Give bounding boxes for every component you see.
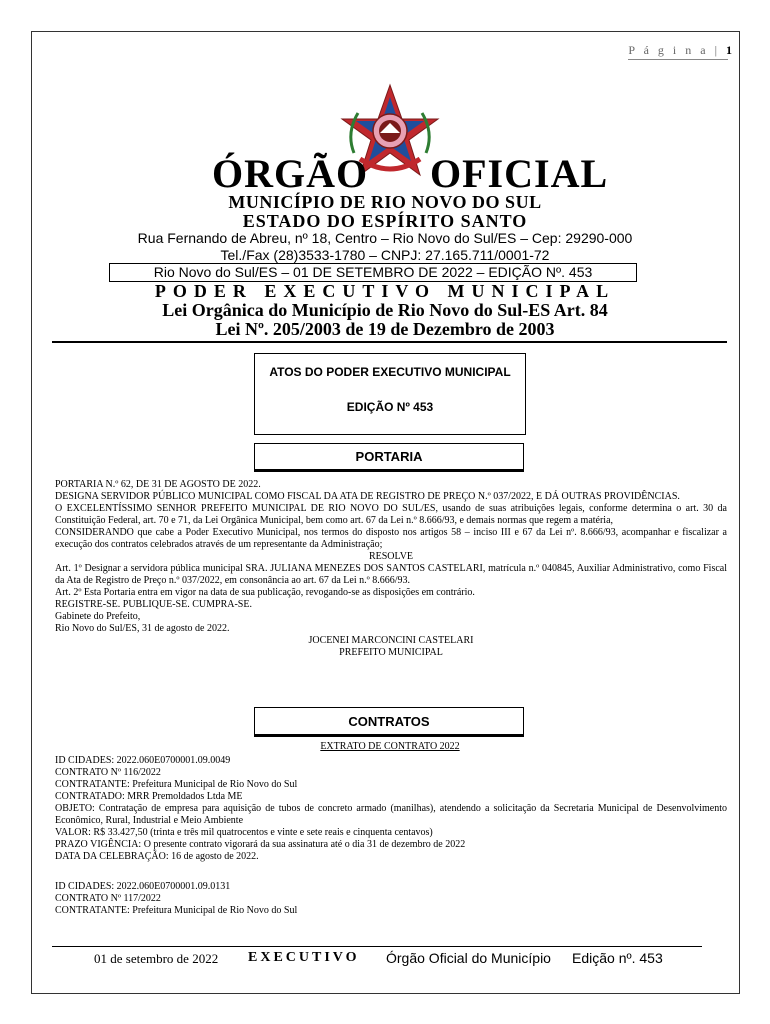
edition-box: Rio Novo do Sul/ES – 01 DE SETEMBRO DE 2022 – EDIÇÃO Nº. 453 <box>109 263 637 282</box>
resolve-line: RESOLVE <box>368 551 414 562</box>
contrato-line: ID CIDADES: 2022.060E0700001.09.0049 <box>55 755 231 766</box>
page-number-value: 1 <box>726 43 732 57</box>
portaria-heading: PORTARIA <box>254 443 524 472</box>
contrato-line: OBJETO: Contratação de empresa para aquisição de tubos de concreto armado (manilhas), atendendo a solicitação da Secretaria Municipal de Desenvolvimento Econômico, Rural, Industrial e Meio Ambiente <box>55 803 727 826</box>
portaria-line: PORTARIA N.º 62, DE 31 DE AGOSTO DE 2022. <box>55 479 261 490</box>
title-oficial: OFICIAL <box>430 151 609 196</box>
lei-numero-line: Lei Nº. 205/2003 de 19 de Dezembro de 2003 <box>215 319 555 339</box>
contrato-line: CONTRATO Nº 116/2022 <box>55 767 161 778</box>
signer-name: JOCENEI MARCONCINI CASTELARI <box>308 635 474 646</box>
portaria-line: Art. 2º Esta Portaria entra em vigor na data de sua publicação, revogando-se as disposições em contrário. <box>55 587 475 598</box>
contratos-heading: CONTRATOS <box>254 707 524 737</box>
portaria-line: Rio Novo do Sul/ES, 31 de agosto de 2022. <box>55 623 230 634</box>
contrato-line: VALOR: R$ 33.427,50 (trinta e três mil quatrocentos e vinte e sete reais e cinquenta centavos) <box>55 827 433 838</box>
portaria-body <box>55 479 727 659</box>
telfax-line: Tel./Fax (28)3533-1780 – CNPJ: 27.165.711/0001-72 <box>220 247 550 263</box>
top-rule <box>628 59 728 60</box>
footer-executivo: EXECUTIVO <box>248 950 360 965</box>
estado-title: ESTADO DO ESPÍRITO SANTO <box>242 211 528 231</box>
atos-title: ATOS DO PODER EXECUTIVO MUNICIPAL <box>269 365 511 379</box>
contrato-line: ID CIDADES: 2022.060E0700001.09.0131 <box>55 881 231 892</box>
address-line: Rua Fernando de Abreu, nº 18, Centro – Rio Novo do Sul/ES – Cep: 29290-000 <box>137 230 633 246</box>
poder-executivo-title: PODER EXECUTIVO MUNICIPAL <box>154 281 616 301</box>
contrato-line: CONTRATANTE: Prefeitura Municipal de Rio Novo do Sul <box>55 779 298 790</box>
contrato-line: CONTRATO Nº 117/2022 <box>55 893 161 904</box>
title-orgao: ÓRGÃO <box>212 151 369 196</box>
portaria-line: REGISTRE-SE. PUBLIQUE-SE. CUMPRA-SE. <box>55 599 252 610</box>
portaria-line: Gabinete do Prefeito, <box>55 611 141 622</box>
municipio-title: MUNICÍPIO DE RIO NOVO DO SUL <box>228 192 542 212</box>
contrato-117-body <box>55 881 727 917</box>
lei-organica-line: Lei Orgânica do Município de Rio Novo do Sul-ES Art. 84 <box>162 300 608 320</box>
footer-rule <box>52 946 702 947</box>
contrato-116-body <box>55 755 727 863</box>
extrato-heading: EXTRATO DE CONTRATO 2022 <box>320 741 460 752</box>
atos-box <box>254 353 526 435</box>
portaria-line: Art. 1º Designar a servidora pública municipal SRA. JULIANA MENEZES DOS SANTOS CASTELARI, matrícula n.º 040845, Auxiliar Administrativo, como Fiscal da Ata de Registro de Preço n.º 037/2022, em consonância ao art. 67 da Lei n.º 8.666/93. <box>55 563 727 586</box>
portaria-line: O EXCELENTÍSSIMO SENHOR PREFEITO MUNICIPAL DE RIO NOVO DO SUL/ES, usando de suas atribuições legais, conforme determina o art. 30 da Constituição Federal, art. 70 e 71, da Lei Orgânica Municipal, bem como art. 67 da Lei n.º 8.666/93, e demais normas que regem a matéria, <box>55 503 727 526</box>
portaria-line: DESIGNA SERVIDOR PÚBLICO MUNICIPAL COMO FISCAL DA ATA DE REGISTRO DE PREÇO N.º 037/2022, E DÁ OUTRAS PROVIDÊNCIAS. <box>55 491 680 502</box>
atos-edition: EDIÇÃO Nº 453 <box>346 400 434 414</box>
signer-role: PREFEITO MUNICIPAL <box>339 647 443 658</box>
footer-edicao: Edição nº. 453 <box>572 950 663 966</box>
contrato-line: DATA DA CELEBRAÇÃO: 16 de agosto de 2022. <box>55 851 259 862</box>
header-rule <box>52 341 727 343</box>
contrato-line: PRAZO VIGÊNCIA: O presente contrato vigorará da sua assinatura até o dia 31 de dezembro de 2022 <box>55 839 466 850</box>
contrato-line: CONTRATADO: MRR Premoldados Ltda ME <box>55 791 243 802</box>
contrato-line: CONTRATANTE: Prefeitura Municipal de Rio Novo do Sul <box>55 905 298 916</box>
portaria-line: CONSIDERANDO que cabe a Poder Executivo Municipal, nos termos do disposto nos artigos 58 – inciso III e 67 da Lei nº. 8.666/93, acompanhar e fiscalizar a execução dos contratos celebrados através de um representante da Administração; <box>55 527 727 550</box>
footer-date: 01 de setembro de 2022 <box>94 951 219 966</box>
page-label: P á g i n a | <box>628 43 720 57</box>
page-number <box>628 43 732 58</box>
footer-orgao: Órgão Oficial do Município <box>386 950 551 966</box>
